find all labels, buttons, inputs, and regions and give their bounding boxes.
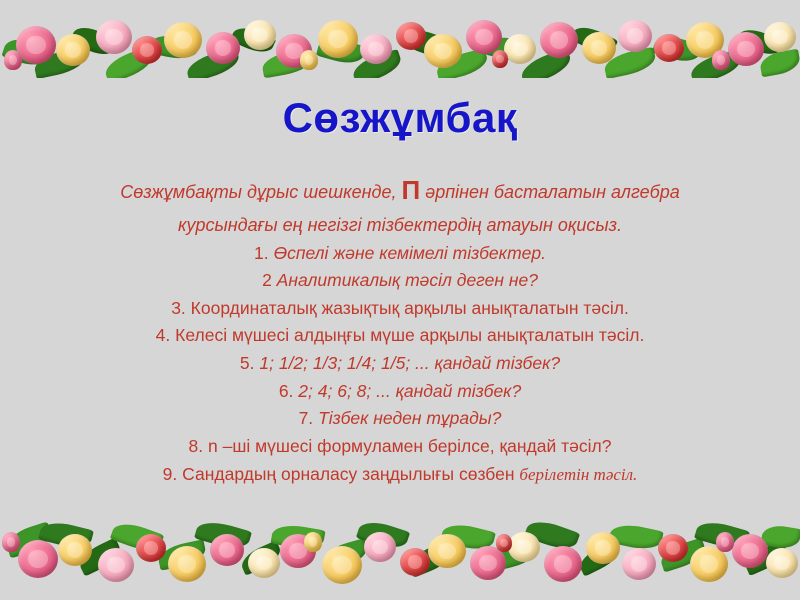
- question-item: [34, 461, 766, 489]
- question-text: Аналитикалық тәсіл деген не?: [276, 270, 538, 291]
- top-vine-decoration: [0, 0, 800, 78]
- question-text: 1; 1/2; 1/3; 1/4; 1/5; ... қандай тізбек?: [259, 353, 561, 374]
- question-number: 1.: [253, 242, 269, 263]
- question-item: [34, 240, 766, 268]
- bottom-vine-decoration: [0, 522, 800, 600]
- question-item: [34, 350, 766, 378]
- intro-text-part1: Сөзжұмбақты дұрыс шешкенде,: [120, 182, 397, 202]
- question-text: 2; 4; 6; 8; ... қандай тізбек?: [298, 380, 522, 401]
- question-text: Келесі мүшесі алдыңғы мүше арқылы анықталатын тәсіл.: [175, 325, 645, 346]
- question-text: n –ші мүшесі формуламен берілсе, қандай тәсіл?: [208, 436, 612, 456]
- question-item: [34, 378, 766, 406]
- question-number: 8.: [188, 436, 204, 456]
- page-title: Сөзжұмбақ: [282, 94, 518, 141]
- question-item: [34, 405, 766, 433]
- question-number: 3.: [171, 297, 186, 318]
- question-number: 2: [262, 270, 272, 291]
- question-text: Сандардың орналасу заңдылығы сөзбен: [182, 463, 515, 484]
- intro-line-2: курсындағы ең негізгі тізбектердің атауын оқисыз.: [178, 215, 622, 236]
- bottom-floral-border: [0, 522, 800, 600]
- highlight-letter: П: [401, 175, 421, 205]
- question-item: [34, 267, 766, 295]
- question-text: Координаталық жазықтық арқылы анықталатын тәсіл.: [190, 297, 629, 318]
- top-floral-border: [0, 0, 800, 78]
- intro-text-part2: әрпінен басталатын алгебра: [425, 182, 680, 202]
- question-number: 9.: [162, 463, 178, 484]
- question-number: 4.: [155, 325, 171, 346]
- slide-content: [0, 72, 800, 489]
- crossword-instructions: [34, 170, 766, 489]
- question-number: 7.: [298, 408, 314, 429]
- question-text-tail: берілетін тәсіл.: [519, 464, 638, 484]
- question-number: 6.: [278, 380, 294, 401]
- question-text: Тізбек неден тұрады?: [318, 408, 502, 429]
- intro-line-1: [34, 170, 766, 211]
- question-item: [34, 295, 766, 323]
- question-item: [34, 433, 766, 461]
- question-text: Өспелі және кемімелі тізбектер.: [273, 242, 547, 263]
- question-item: [34, 322, 766, 350]
- question-number: 5.: [239, 353, 255, 374]
